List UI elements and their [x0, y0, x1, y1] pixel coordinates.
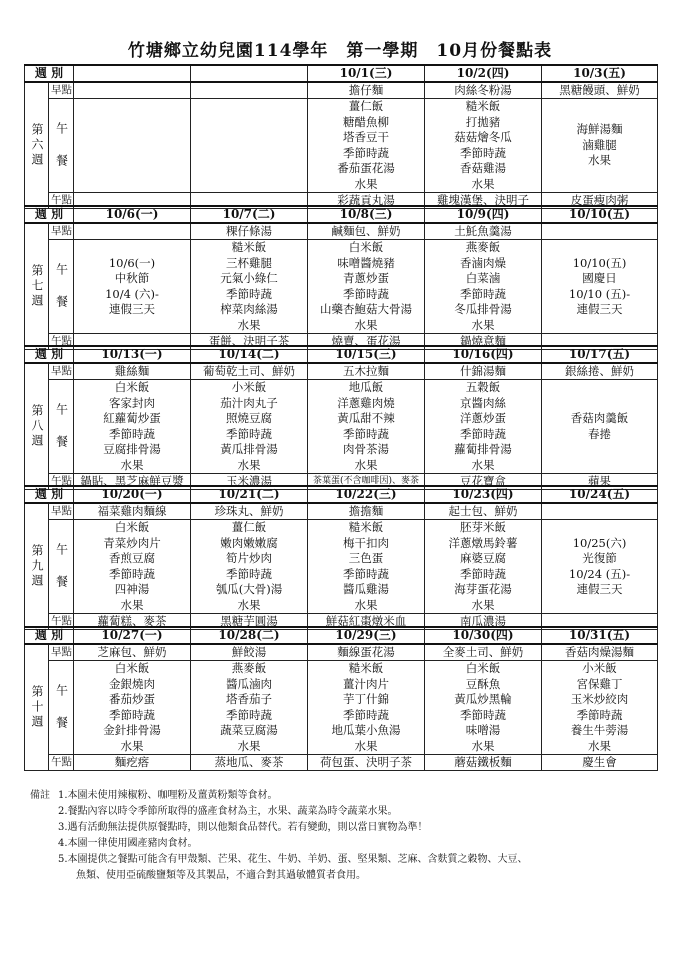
- date-cell: 10/17(五): [542, 346, 658, 363]
- lunch-item: 養生牛蒡湯: [570, 723, 629, 737]
- lunch-cell: [74, 99, 191, 193]
- date-cell: 10/23(四): [425, 486, 542, 503]
- morning-snack-row: [25, 503, 658, 520]
- lunch-item: 蘿蔔排骨湯: [454, 442, 512, 456]
- morning-snack-row: [25, 644, 658, 661]
- morning-snack-cell: 土魠魚羹湯: [425, 223, 542, 240]
- week-header-row: [25, 346, 658, 363]
- date-cell: 10/10(五): [542, 206, 658, 223]
- lunch-item: 榨菜肉絲湯: [220, 302, 278, 316]
- afternoon-snack-cell: 豆花寶盒: [425, 474, 542, 490]
- morning-snack-row: [25, 82, 658, 99]
- lunch-item: 季節時蔬: [343, 707, 389, 722]
- lunch-item: 地瓜葉小魚湯: [331, 723, 401, 737]
- lunch-item: 洋蔥燉馬鈴薯: [448, 535, 518, 550]
- lunch-item: 10/24 (五)-: [568, 566, 631, 581]
- afternoon-label: 午點: [49, 614, 74, 630]
- lunch-cell: [191, 380, 308, 474]
- lunch-item: 青菜炒肉片: [103, 535, 161, 550]
- lunch-cell: [191, 520, 308, 614]
- lunch-item: 水果: [471, 457, 495, 472]
- morning-snack-cell: 起士包、鮮奶: [425, 503, 542, 520]
- morning-snack-cell: 珍珠丸、鮮奶: [191, 503, 308, 520]
- lunch-cell: [74, 661, 191, 755]
- afternoon-snack-cell: 茶葉蛋(不含咖啡因)、麥茶: [308, 474, 425, 490]
- lunch-item: 連假三天: [109, 302, 155, 316]
- lunch-cell: [542, 520, 658, 614]
- lunch-item: 茄汁肉丸子: [220, 395, 278, 410]
- week-name: 第九週: [25, 503, 49, 630]
- morning-snack-cell: [542, 223, 658, 240]
- lunch-item: 季節時蔬: [343, 426, 389, 441]
- lunch-item: 香菇雞湯: [460, 161, 506, 175]
- date-cell: 10/31(五): [542, 627, 658, 644]
- lunch-item: 白菜滷: [465, 271, 501, 285]
- note-item: 4.本園一律使用國產豬肉食材。: [58, 838, 198, 849]
- afternoon-snack-cell: 蛋餅、決明子茶: [191, 334, 308, 350]
- lunch-item: 連假三天: [576, 302, 623, 316]
- lunch-item: 小米飯: [582, 661, 617, 675]
- note-item: 1.本園未使用辣椒粉、咖哩粉及薑黃粉類等食材。: [58, 790, 278, 801]
- lunch-item: 季節時蔬: [576, 707, 623, 722]
- lunch-item: 春捲: [588, 426, 611, 441]
- date-cell: [74, 65, 191, 82]
- lunch-item: 味噌醬燒豬: [337, 255, 395, 270]
- afternoon-snack-cell: 玉米濃湯: [191, 474, 308, 490]
- lunch-item: 水果: [237, 317, 261, 332]
- lunch-item: 梅干扣肉: [343, 535, 389, 550]
- lunch-item: 季節時蔬: [226, 566, 272, 581]
- date-cell: 10/8(三): [308, 206, 425, 223]
- lunch-item: 瓠瓜(大骨)湯: [215, 582, 283, 596]
- page-title: 竹塘鄉立幼兒園114學年 第一學期 10月份餐點表: [127, 41, 553, 61]
- lunch-item: 香滷肉燥: [460, 255, 506, 270]
- lunch-item: 中秋節: [114, 271, 150, 285]
- morning-snack-cell: [74, 223, 191, 240]
- date-cell: 10/9(四): [425, 206, 542, 223]
- lunch-item: 菇菇燴冬瓜: [454, 130, 512, 144]
- morning-snack-cell: 鹹麵包、鮮奶: [308, 223, 425, 240]
- afternoon-label: 午點: [49, 474, 74, 490]
- afternoon-snack-cell: 荷包蛋、決明子茶: [308, 755, 425, 771]
- date-cell: [191, 65, 308, 82]
- date-cell: 10/14(二): [191, 346, 308, 363]
- lunch-item: 薑仁飯: [231, 520, 267, 534]
- afternoon-snack-cell: 蘿蔔糕、麥茶: [74, 614, 191, 630]
- week-table: [24, 205, 658, 350]
- notes-section: [30, 788, 658, 884]
- lunch-item: 香菇肉羹飯: [570, 411, 629, 425]
- lunch-item: 連假三天: [576, 582, 623, 596]
- note-item: 2.餐點內容以時令季節所取得的盛產食材為主，水果、蔬菜為時令蔬菜水果。: [58, 806, 398, 817]
- lunch-cell: [191, 99, 308, 193]
- lunch-item: 三色蛋: [348, 551, 384, 565]
- afternoon-snack-cell: 鍋燒意麵: [425, 334, 542, 350]
- lunch-item: 洋蔥雞肉燒: [337, 395, 395, 410]
- lunch-item: 番茄炒蛋: [109, 692, 155, 706]
- lunch-cell: [542, 380, 658, 474]
- morning-snack-cell: 粿仔條湯: [191, 223, 308, 240]
- lunch-cell: [425, 661, 542, 755]
- morning-snack-cell: [542, 503, 658, 520]
- lunch-item: 塔香豆干: [343, 130, 389, 144]
- date-cell: 10/22(三): [308, 486, 425, 503]
- lunch-item: 水果: [354, 317, 378, 332]
- lunch-item: 紅蘿蔔炒蛋: [103, 411, 161, 425]
- afternoon-label: 午點: [49, 193, 74, 209]
- date-cell: 10/7(二): [191, 206, 308, 223]
- lunch-item: 黃瓜炒黑輪: [454, 692, 512, 706]
- lunch-item: 金針排骨湯: [103, 723, 161, 737]
- note-item: 3.遇有活動無法提供原餐點時，則以他類食品替代。若有變動，則以當日實物為準！: [58, 822, 428, 833]
- lunch-item: 麻婆豆腐: [460, 551, 506, 565]
- lunch-item: 季節時蔬: [226, 426, 272, 441]
- note-item: 5.本園提供之餐點可能含有甲殼類、芒果、花生、牛奶、羊奶、蛋、堅果類、芝麻、含麩質之穀物、大豆、: [58, 854, 528, 865]
- afternoon-snack-cell: 蘑菇鐵板麵: [425, 755, 542, 771]
- lunch-item: 10/6(一): [108, 255, 156, 270]
- lunch-item: 照燒豆腐: [226, 411, 272, 425]
- date-cell: 10/21(二): [191, 486, 308, 503]
- lunch-item: 國慶日: [582, 271, 617, 285]
- lunch-item: 水果: [471, 176, 495, 191]
- lunch-item: 燕麥飯: [465, 240, 501, 254]
- week-header-row: [25, 206, 658, 223]
- lunch-item: 水果: [354, 457, 378, 472]
- lunch-item: 京醬肉絲: [460, 395, 506, 410]
- notes-label: 備註: [30, 790, 50, 801]
- afternoon-snack-cell: 燒賣、蛋花湯: [308, 334, 425, 350]
- morning-snack-cell: 什錦湯麵: [425, 363, 542, 380]
- afternoon-snack-cell: 鮮菇紅棗燉米血: [308, 614, 425, 630]
- lunch-item: 山藥杏鮑菇大骨湯: [320, 302, 412, 316]
- lunch-item: 季節時蔬: [460, 145, 506, 160]
- lunch-item: 白米飯: [114, 380, 150, 394]
- lunch-item: 白米飯: [114, 661, 150, 675]
- lunch-item: 10/4 (六)-: [105, 286, 159, 301]
- lunch-label: 午 餐: [49, 99, 74, 193]
- lunch-cell: [425, 520, 542, 614]
- lunch-cell: [308, 520, 425, 614]
- date-cell: 10/29(三): [308, 627, 425, 644]
- lunch-item: 水果: [354, 597, 378, 612]
- lunch-item: 五穀飯: [465, 380, 501, 394]
- morning-snack-cell: 香菇肉燥湯麵: [542, 644, 658, 661]
- lunch-item: 黃瓜甜不辣: [337, 411, 395, 425]
- morning-snack-cell: 福菜雞肉麵線: [74, 503, 191, 520]
- morning-label: 早點: [49, 82, 74, 99]
- lunch-row: [25, 520, 658, 614]
- week-name: 第七週: [25, 223, 49, 350]
- lunch-item: 水果: [120, 457, 144, 472]
- week-header-row: [25, 627, 658, 644]
- lunch-item: 光復節: [582, 551, 617, 565]
- lunch-item: 季節時蔬: [343, 566, 389, 581]
- date-cell: 10/2(四): [425, 65, 542, 82]
- week-label-cell: 週 別: [25, 346, 74, 363]
- morning-label: 早點: [49, 644, 74, 661]
- afternoon-snack-cell: 雞塊漢堡、決明子: [425, 193, 542, 209]
- lunch-item: 水果: [471, 597, 495, 612]
- morning-snack-cell: 芝麻包、鮮奶: [74, 644, 191, 661]
- lunch-item: 糙米飯: [231, 240, 267, 254]
- lunch-cell: [74, 520, 191, 614]
- lunch-item: 醬瓜滷肉: [226, 676, 272, 691]
- lunch-item: 香煎豆腐: [109, 551, 155, 565]
- lunch-item: 玉米炒絞肉: [570, 692, 629, 706]
- week-table: [24, 64, 658, 209]
- lunch-item: 10/10 (五)-: [568, 286, 631, 301]
- afternoon-snack-cell: 皮蛋瘦肉粥: [542, 193, 658, 209]
- lunch-item: 季節時蔬: [226, 286, 272, 301]
- morning-label: 早點: [49, 363, 74, 380]
- week-label-cell: 週 別: [25, 206, 74, 223]
- lunch-cell: [425, 99, 542, 193]
- morning-snack-cell: 全麥土司、鮮奶: [425, 644, 542, 661]
- lunch-item: 季節時蔬: [109, 566, 155, 581]
- lunch-cell: [74, 380, 191, 474]
- morning-snack-cell: [191, 82, 308, 99]
- lunch-item: 筍片炒肉: [226, 551, 272, 565]
- lunch-item: 季節時蔬: [343, 286, 389, 301]
- morning-label: 早點: [49, 223, 74, 240]
- week-header-row: [25, 486, 658, 503]
- lunch-cell: [542, 99, 658, 193]
- lunch-row: [25, 380, 658, 474]
- lunch-item: 胚芽米飯: [460, 520, 506, 534]
- date-cell: 10/15(三): [308, 346, 425, 363]
- lunch-item: 三杯雞腿: [226, 255, 272, 270]
- morning-snack-cell: 雞絲麵: [74, 363, 191, 380]
- lunch-item: 滷雞腿: [582, 137, 617, 152]
- date-cell: 10/1(三): [308, 65, 425, 82]
- morning-snack-row: [25, 223, 658, 240]
- lunch-item: 燕麥飯: [231, 661, 267, 675]
- lunch-item: 薑汁肉片: [343, 676, 389, 691]
- lunch-item: 季節時蔬: [460, 286, 506, 301]
- date-cell: 10/28(二): [191, 627, 308, 644]
- afternoon-snack-cell: 麵疙瘩: [74, 755, 191, 771]
- lunch-item: 白米飯: [114, 520, 150, 534]
- lunch-cell: [542, 240, 658, 334]
- morning-snack-cell: [74, 82, 191, 99]
- lunch-item: 蔬菜豆腐湯: [220, 723, 278, 737]
- lunch-item: 水果: [471, 738, 495, 753]
- lunch-cell: [308, 661, 425, 755]
- lunch-item: 糖醋魚柳: [343, 114, 389, 129]
- lunch-item: 水果: [237, 597, 261, 612]
- morning-snack-cell: 肉絲冬粉湯: [425, 82, 542, 99]
- lunch-item: 黃瓜排骨湯: [220, 442, 278, 456]
- week-table: [24, 345, 658, 490]
- lunch-item: 打拋豬: [465, 114, 501, 129]
- lunch-item: 季節時蔬: [460, 426, 506, 441]
- lunch-item: 海芽蛋花湯: [454, 582, 512, 596]
- lunch-item: 薑仁飯: [348, 99, 384, 113]
- lunch-label: 午 餐: [49, 661, 74, 755]
- week-header-row: [25, 65, 658, 82]
- lunch-item: 白米飯: [465, 661, 501, 675]
- date-cell: 10/16(四): [425, 346, 542, 363]
- lunch-item: 豆酥魚: [465, 676, 501, 691]
- lunch-item: 季節時蔬: [109, 707, 155, 722]
- lunch-cell: [74, 240, 191, 334]
- lunch-cell: [191, 661, 308, 755]
- afternoon-label: 午點: [49, 334, 74, 350]
- lunch-item: 醬瓜雞湯: [343, 582, 389, 596]
- morning-snack-cell: 擔仔麵: [308, 82, 425, 99]
- lunch-item: 水果: [354, 176, 378, 191]
- lunch-item: 地瓜飯: [348, 380, 384, 394]
- lunch-item: 洋蔥炒蛋: [460, 411, 506, 425]
- morning-label: 早點: [49, 503, 74, 520]
- lunch-cell: [425, 380, 542, 474]
- lunch-item: 季節時蔬: [460, 566, 506, 581]
- lunch-item: 水果: [588, 153, 611, 168]
- lunch-label: 午 餐: [49, 380, 74, 474]
- morning-snack-cell: 黑糖饅頭、鮮奶: [542, 82, 658, 99]
- lunch-item: 芋丁什錦: [343, 692, 389, 706]
- lunch-item: 元氣小綠仁: [220, 271, 278, 285]
- lunch-cell: [308, 240, 425, 334]
- afternoon-snack-cell: 慶生會: [542, 755, 658, 771]
- lunch-item: 季節時蔬: [343, 145, 389, 160]
- lunch-item: 客家封肉: [109, 395, 155, 410]
- lunch-item: 季節時蔬: [460, 707, 506, 722]
- afternoon-label: 午點: [49, 755, 74, 771]
- lunch-cell: [308, 99, 425, 193]
- week-label-cell: 週 別: [25, 65, 74, 82]
- lunch-item: 宮保雞丁: [576, 676, 623, 691]
- lunch-cell: [542, 661, 658, 755]
- week-label-cell: 週 別: [25, 486, 74, 503]
- lunch-item: 嫩肉嫩嫩腐: [220, 535, 278, 550]
- lunch-cell: [425, 240, 542, 334]
- lunch-item: 水果: [588, 738, 611, 753]
- lunch-item: 水果: [237, 457, 261, 472]
- lunch-label: 午 餐: [49, 240, 74, 334]
- lunch-item: 糙米飯: [348, 520, 384, 534]
- date-cell: 10/27(一): [74, 627, 191, 644]
- lunch-item: 水果: [237, 738, 261, 753]
- lunch-item: 水果: [354, 738, 378, 753]
- lunch-item: 肉骨茶湯: [343, 442, 389, 456]
- lunch-item: 季節時蔬: [109, 426, 155, 441]
- lunch-item: 糙米飯: [465, 99, 501, 113]
- afternoon-snack-cell: 南瓜濃湯: [425, 614, 542, 630]
- lunch-item: 塔香茄子: [226, 692, 272, 706]
- lunch-item: 10/10(五): [572, 255, 627, 270]
- afternoon-snack-cell: 蒸地瓜、麥茶: [191, 755, 308, 771]
- date-cell: 10/20(一): [74, 486, 191, 503]
- lunch-row: [25, 661, 658, 755]
- morning-snack-cell: 葡萄乾土司、鮮奶: [191, 363, 308, 380]
- week-name: 第六週: [25, 82, 49, 209]
- lunch-cell: [191, 240, 308, 334]
- date-cell: 10/13(一): [74, 346, 191, 363]
- date-cell: 10/30(四): [425, 627, 542, 644]
- lunch-item: 味噌湯: [465, 723, 501, 737]
- lunch-item: 金銀燒肉: [109, 676, 155, 691]
- lunch-cell: [308, 380, 425, 474]
- week-table: [24, 626, 658, 771]
- lunch-item: 水果: [471, 317, 495, 332]
- note-item: 魚類、使用亞硫酸鹽類等及其製品，不適合對其過敏體質者食用。: [76, 870, 366, 881]
- lunch-item: 番茄蛋花湯: [337, 161, 395, 175]
- lunch-item: 四神湯: [114, 582, 150, 596]
- week-table: [24, 485, 658, 630]
- week-name: 第八週: [25, 363, 49, 490]
- lunch-item: 冬瓜排骨湯: [454, 302, 512, 316]
- date-cell: 10/3(五): [542, 65, 658, 82]
- morning-snack-cell: 五木拉麵: [308, 363, 425, 380]
- afternoon-snack-cell: 黑糖芋圓湯: [191, 614, 308, 630]
- morning-snack-cell: 銀絲捲、鮮奶: [542, 363, 658, 380]
- afternoon-snack-cell: 鍋貼、黑芝麻鮮豆漿: [74, 474, 191, 490]
- morning-snack-row: [25, 363, 658, 380]
- lunch-item: 海鮮湯麵: [576, 122, 623, 137]
- lunch-item: 小米飯: [231, 380, 267, 394]
- lunch-item: 水果: [120, 597, 144, 612]
- week-label-cell: 週 別: [25, 627, 74, 644]
- week-name: 第十週: [25, 644, 49, 771]
- lunch-item: 青蔥炒蛋: [343, 271, 389, 285]
- morning-snack-cell: 擔擔麵: [308, 503, 425, 520]
- lunch-item: 糙米飯: [348, 661, 384, 675]
- afternoon-snack-cell: 彩蔬貢丸湯: [308, 193, 425, 209]
- lunch-label: 午 餐: [49, 520, 74, 614]
- date-cell: 10/24(五): [542, 486, 658, 503]
- lunch-item: 季節時蔬: [226, 707, 272, 722]
- lunch-item: 水果: [120, 738, 144, 753]
- morning-snack-cell: 鮮餃湯: [191, 644, 308, 661]
- lunch-item: 豆腐排骨湯: [103, 442, 161, 456]
- lunch-row: [25, 99, 658, 193]
- date-cell: 10/6(一): [74, 206, 191, 223]
- lunch-row: [25, 240, 658, 334]
- lunch-item: 10/25(六): [572, 535, 627, 550]
- afternoon-snack-row: [25, 755, 658, 771]
- morning-snack-cell: 麵線蛋花湯: [308, 644, 425, 661]
- afternoon-snack-cell: 蘋果: [542, 474, 658, 490]
- lunch-item: 白米飯: [348, 240, 384, 254]
